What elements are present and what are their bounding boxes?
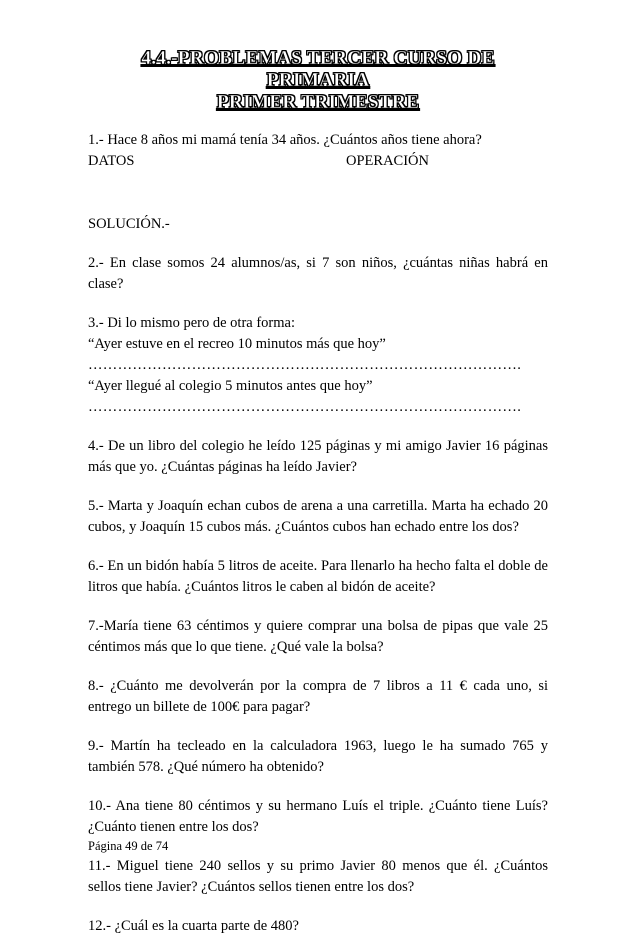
problem-10: 10.- Ana tiene 80 céntimos y su hermano Luís el triple. ¿Cuánto tiene Luís? ¿Cuánto tienen entre los dos? xyxy=(88,798,548,835)
problem-3 xyxy=(88,313,548,418)
problem-12: 12.- ¿Cuál es la cuarta parte de 480? xyxy=(88,918,299,934)
problem-3-dots-a: ……………………………………………………………………………. xyxy=(88,357,522,373)
operacion-label: OPERACIÓN xyxy=(346,153,429,169)
page-number: Página 49 de 74 xyxy=(88,839,169,853)
document-page xyxy=(88,48,548,937)
problem-4: 4.- De un libro del colegio he leído 125 páginas y mi amigo Javier 16 páginas más que yo. ¿Cuántas páginas ha leído Javier? xyxy=(88,438,548,475)
problem-9: 9.- Martín ha tecleado en la calculadora 1963, luego le ha sumado 765 y también 578. ¿Qué número ha obtenido? xyxy=(88,738,548,775)
problem-3-dots-b: ……………………………………………………………………………. xyxy=(88,399,522,415)
solucion-label: SOLUCIÓN.- xyxy=(88,216,170,232)
datos-operacion-row xyxy=(88,151,548,172)
page-title: 4.4.-PROBLEMAS TERCER CURSO DE PRIMARIA xyxy=(141,48,495,91)
problem-1-text: 1.- Hace 8 años mi mamá tenía 34 años. ¿Cuántos años tiene ahora? xyxy=(88,132,482,148)
problem-8: 8.- ¿Cuánto me devolverán por la compra de 7 libros a 11 € cada uno, si entrego un billete de 100€ para pagar? xyxy=(88,678,548,715)
problem-1 xyxy=(88,130,548,172)
problem-6: 6.- En un bidón había 5 litros de aceite. Para llenarlo ha hecho falta el doble de litros que había. ¿Cuántos litros le caben al bidón de aceite? xyxy=(88,558,548,595)
problem-11: 11.- Miguel tiene 240 sellos y su primo Javier 80 menos que él. ¿Cuántos sellos tiene Javier? ¿Cuántos sellos tienen entre los dos? xyxy=(88,858,548,895)
datos-label: DATOS xyxy=(88,153,135,169)
page-subtitle: PRIMER TRIMESTRE xyxy=(216,92,420,113)
problem-7: 7.-María tiene 63 céntimos y quiere comprar una bolsa de pipas que vale 25 céntimos más que lo que tiene. ¿Qué vale la bolsa? xyxy=(88,618,548,655)
problem-3-intro: 3.- Di lo mismo pero de otra forma: xyxy=(88,315,295,331)
problem-5: 5.- Marta y Joaquín echan cubos de arena a una carretilla. Marta ha echado 20 cubos, y Joaquín 15 cubos más. ¿Cuántos cubos han echado entre los dos? xyxy=(88,498,548,535)
problem-2: 2.- En clase somos 24 alumnos/as, si 7 son niños, ¿cuántas niñas habrá en clase? xyxy=(88,255,548,292)
problem-3-line-b: “Ayer llegué al colegio 5 minutos antes que hoy” xyxy=(88,378,373,394)
problem-3-line-a: “Ayer estuve en el recreo 10 minutos más que hoy” xyxy=(88,336,386,352)
